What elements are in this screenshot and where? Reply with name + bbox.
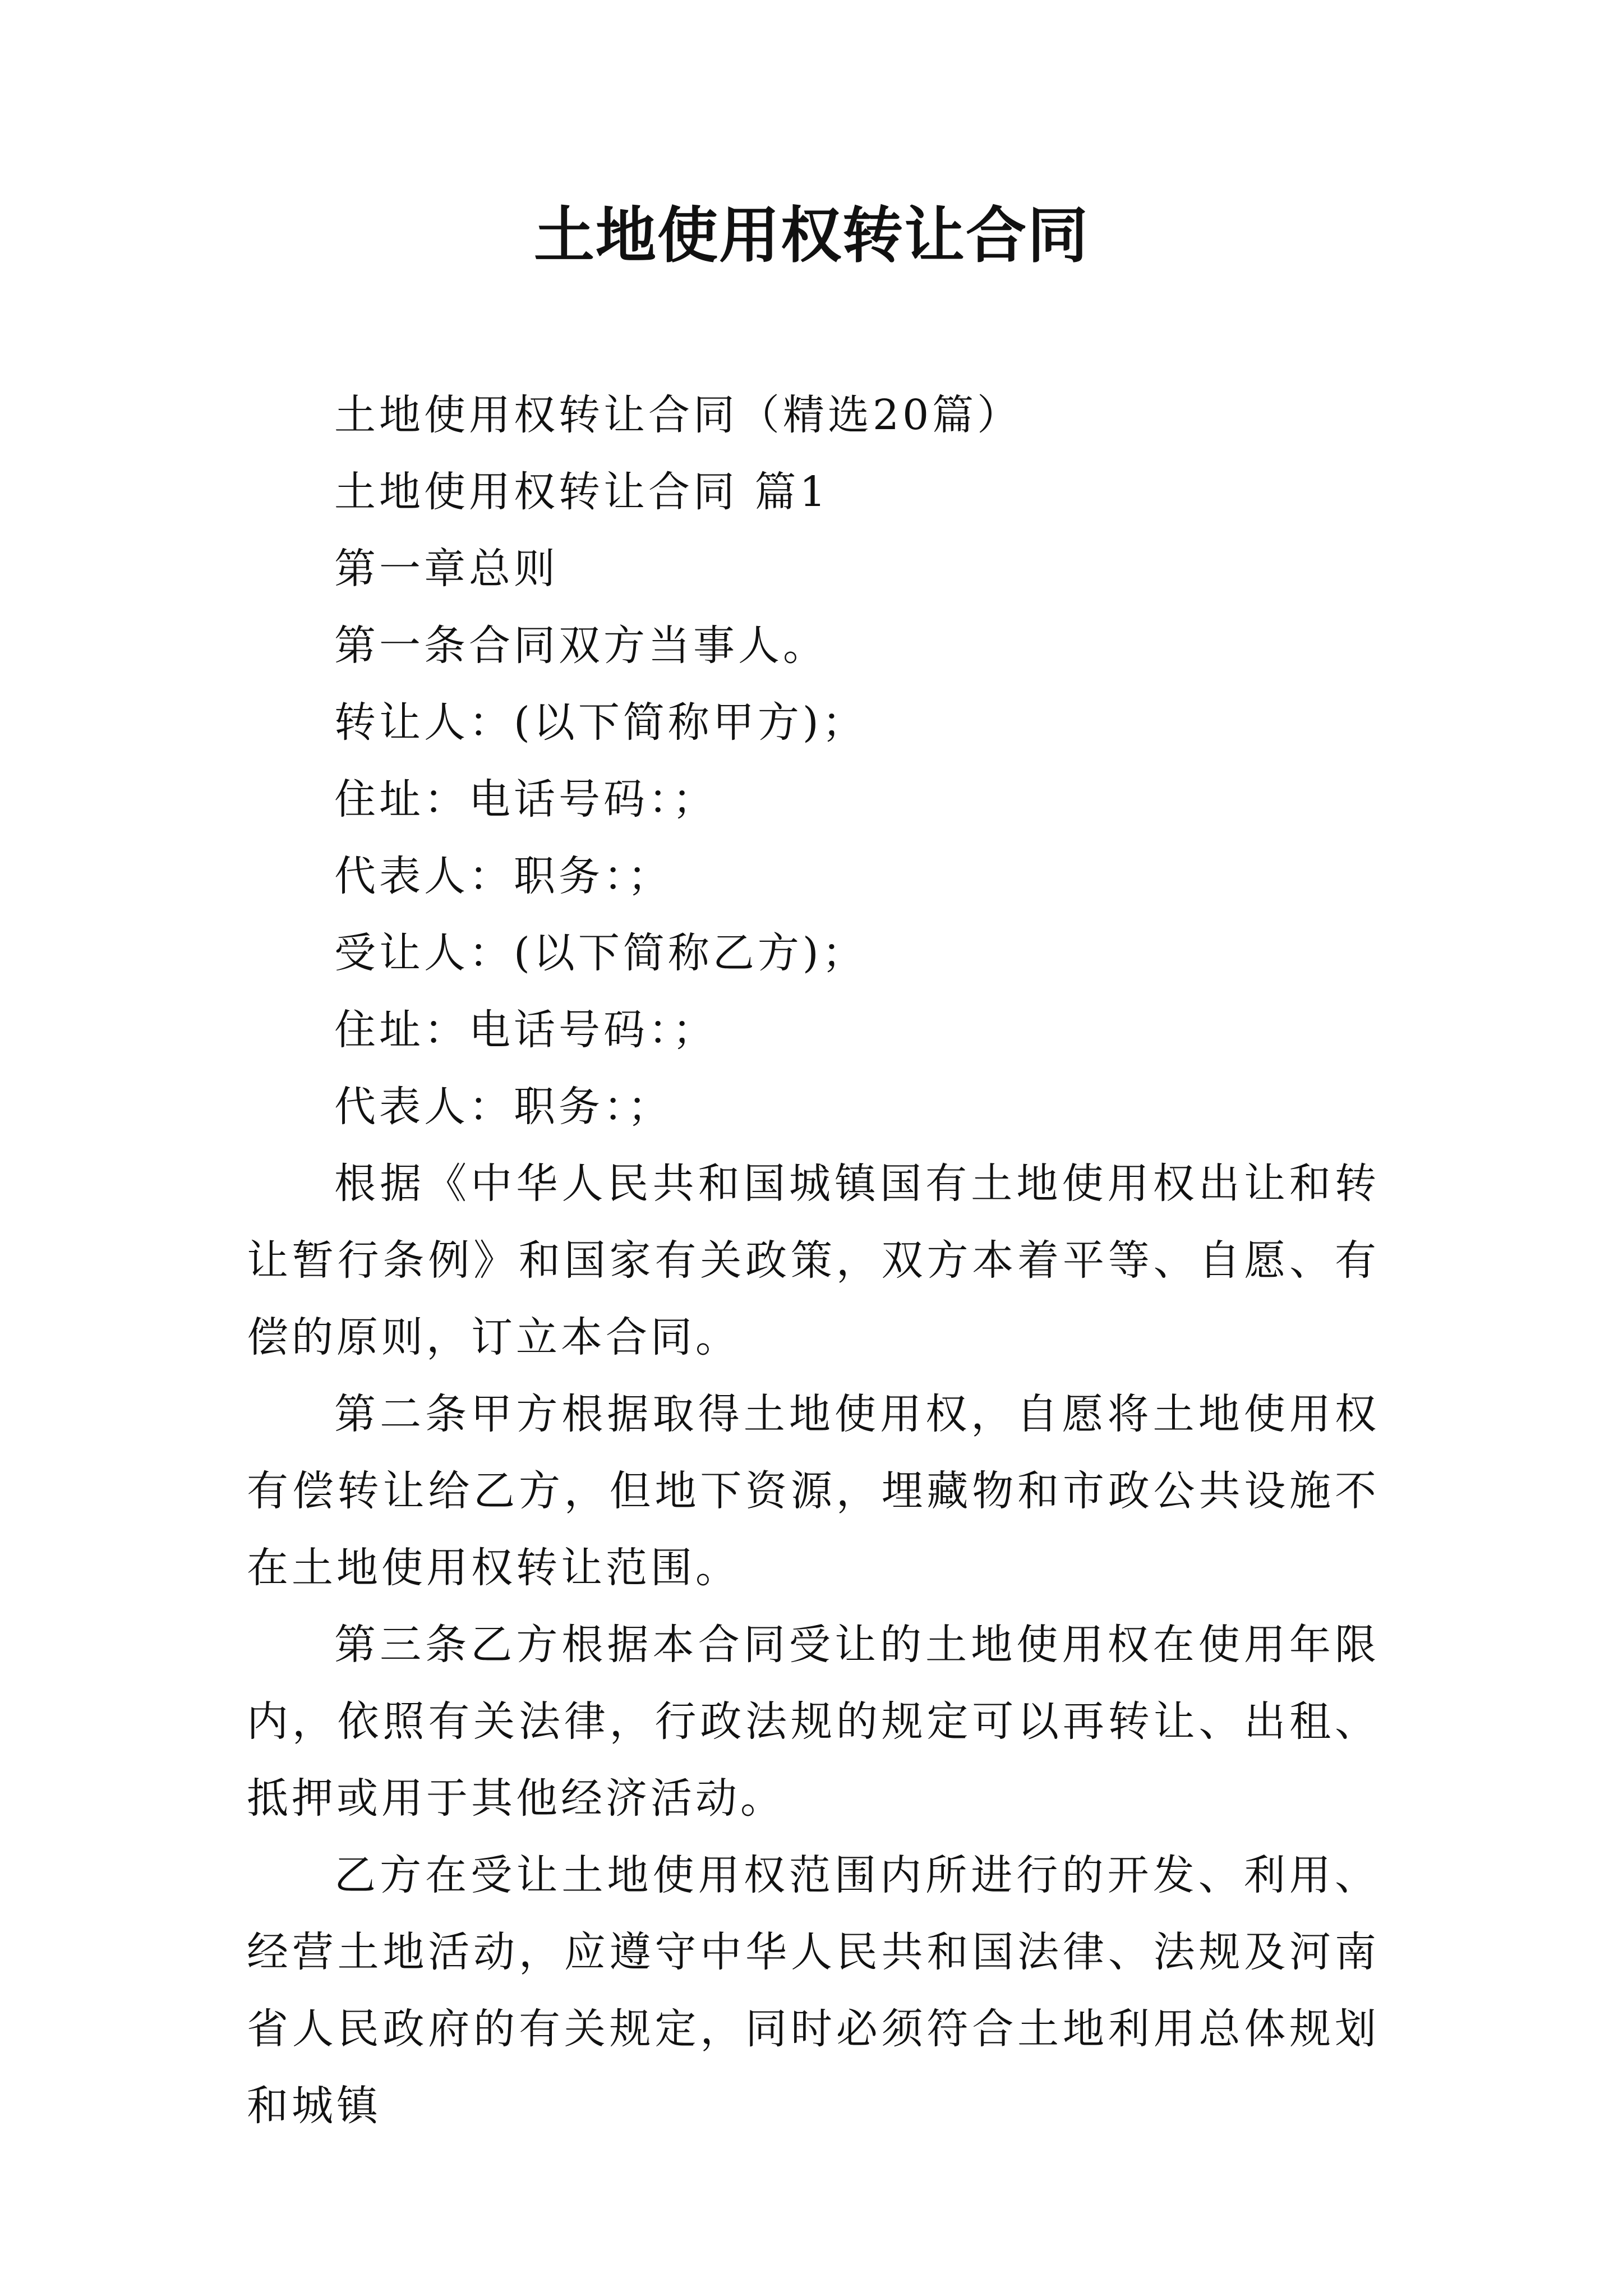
subtitle-paragraph: 土地使用权转让合同（精选20篇） (334, 391, 1022, 439)
obligation-paragraph: 乙方在受让土地使用权范围内所进行的开发、利用、经营土地活动，应遵守中华人民共和国法律、法规及河南省人民政府的有关规定，同时必须符合土地利用总体规划和城镇 (247, 1851, 1380, 2130)
transferor-representative-line: 代表人：职务：； (334, 852, 672, 900)
transferee-line: 受让人：(以下简称乙方)； (334, 929, 867, 977)
transferor-address-line: 住址：电话号码：； (334, 775, 717, 823)
document-body (247, 377, 1380, 2145)
transferor-line: 转让人：(以下简称甲方)； (334, 698, 867, 747)
transferee-address-line: 住址：电话号码：； (334, 1006, 717, 1054)
chapter-heading: 第一章总则 (334, 545, 559, 593)
article-3-paragraph: 第三条乙方根据本合同受让的土地使用权在使用年限内，依照有关法律，行政法规的规定可以再转让、出租、抵押或用于其他经济活动。 (247, 1621, 1380, 1823)
basis-paragraph: 根据《中华人民共和国城镇国有土地使用权出让和转让暂行条例》和国家有关政策，双方本着平等、自愿、有偿的原则，订立本合同。 (247, 1159, 1380, 1361)
transferee-representative-line: 代表人：职务：； (334, 1083, 672, 1131)
article-1-heading: 第一条合同双方当事人。 (334, 622, 828, 670)
article-2-paragraph: 第二条甲方根据取得土地使用权，自愿将土地使用权有偿转让给乙方，但地下资源，埋藏物和市政公共设施不在土地使用权转让范围。 (247, 1390, 1380, 1592)
section-heading: 土地使用权转让合同 篇1 (334, 468, 829, 516)
document-title: 土地使用权转让合同 (533, 200, 1089, 271)
